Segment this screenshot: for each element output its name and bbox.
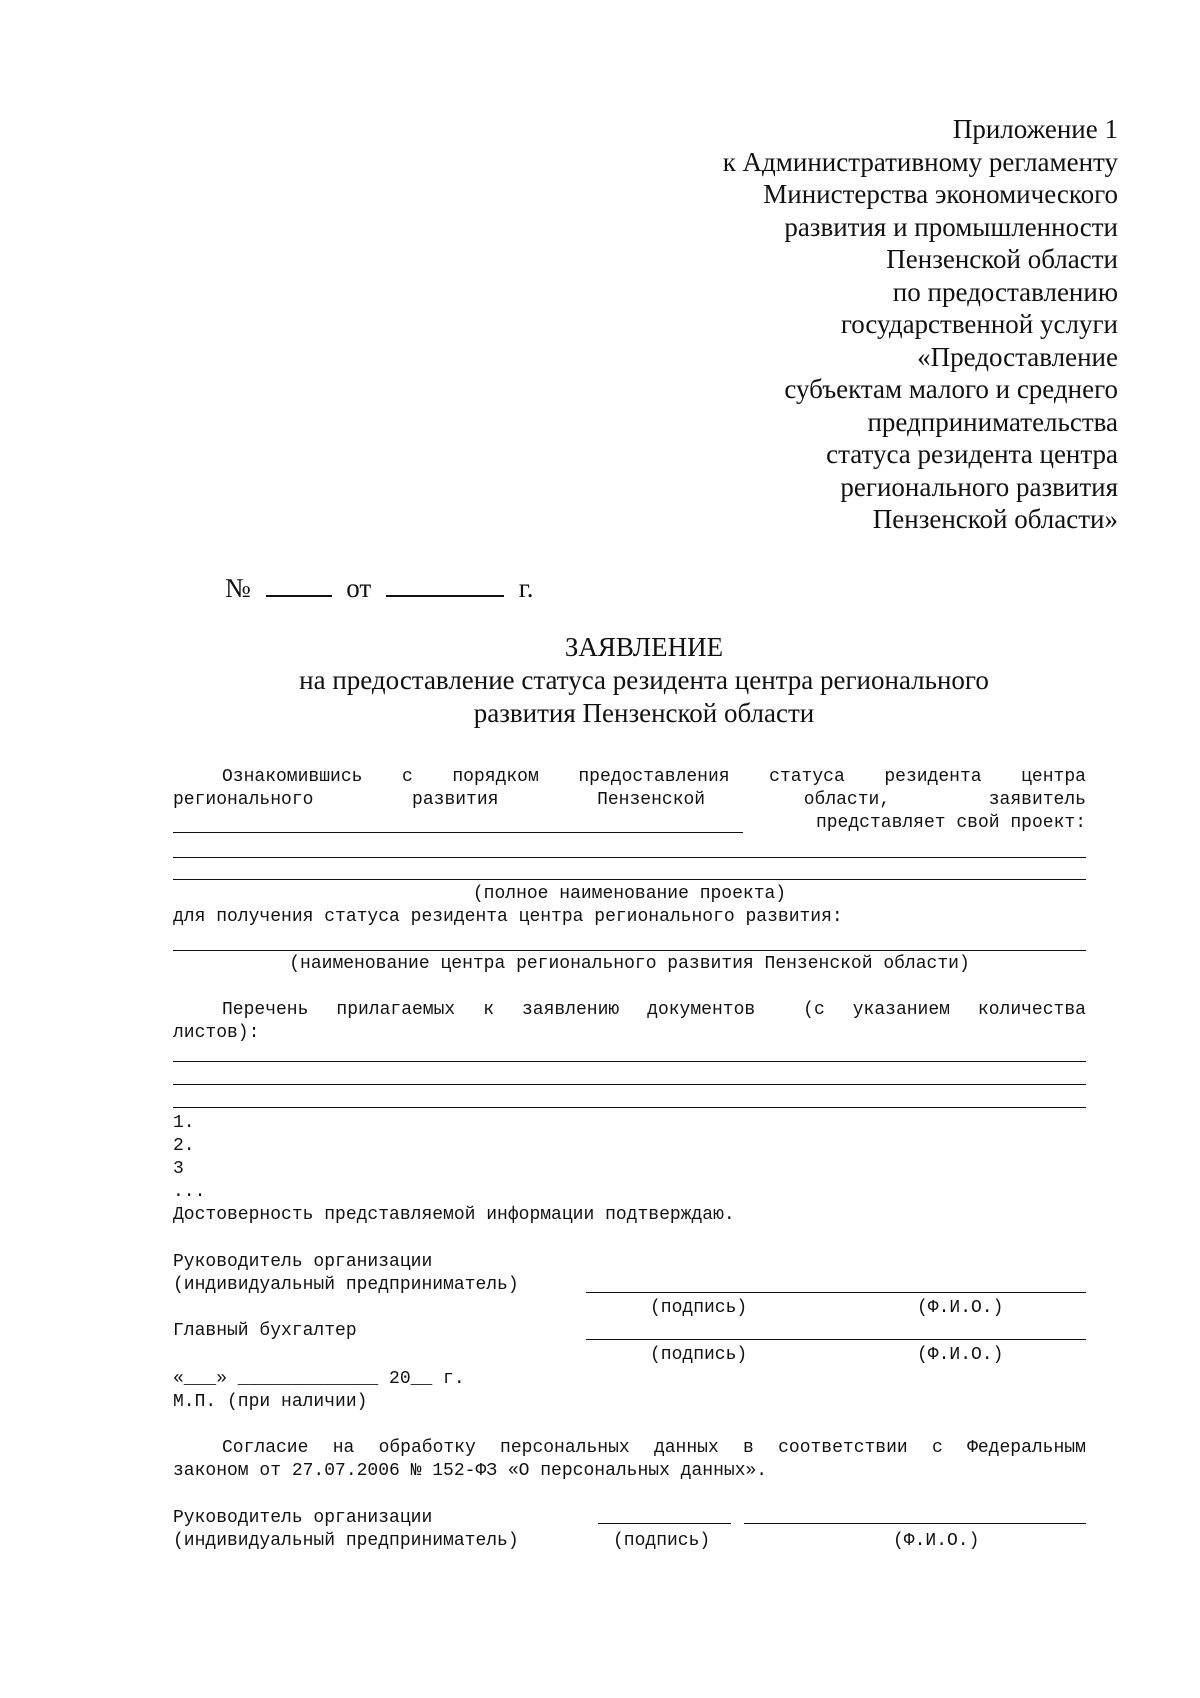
project-name-caption: (полное наименование проекта): [472, 884, 787, 904]
consent-word: данных: [653, 1438, 719, 1458]
appendix-line: государственной услуги: [840, 309, 1118, 339]
appendix-line: развития и промышленности: [784, 211, 1118, 242]
head2-fio-field[interactable]: [744, 1523, 1086, 1524]
appendix-line: Министерства экономического: [763, 179, 1118, 209]
docs-field-1[interactable]: [173, 1061, 1086, 1062]
number-sign: №: [225, 573, 251, 603]
signature-caption: (подпись): [650, 1345, 748, 1365]
intro-word: порядком: [452, 767, 539, 787]
docs-word: (с: [803, 1000, 825, 1020]
appendix-line: «Предоставление: [917, 341, 1118, 372]
intro-word: Ознакомившись: [222, 767, 363, 787]
list-item: ...: [173, 1182, 206, 1202]
docs-field-3[interactable]: [173, 1107, 1086, 1108]
center-name-caption: (наименование центра регионального развития Пензенской области): [289, 954, 970, 974]
docs-line-1: [222, 1000, 1086, 1020]
appendix-header: [518, 113, 1118, 536]
docs-word: документов: [647, 1000, 756, 1020]
intro-word: центра: [1021, 767, 1086, 787]
intro-line-3: представляет свой проект:: [815, 813, 1086, 833]
appendix-line: Приложение 1: [952, 114, 1118, 144]
consent-word: на: [332, 1438, 355, 1458]
stamp-note: М.П. (при наличии): [173, 1392, 368, 1412]
head-title-line2: (индивидуальный предприниматель): [173, 1275, 519, 1295]
document-number-line: [225, 573, 534, 604]
consent-word: обработку: [378, 1438, 476, 1458]
docs-word: прилагаемых: [336, 1000, 456, 1020]
docs-word: указанием: [852, 1000, 950, 1020]
consent-word: персональных: [500, 1438, 630, 1458]
intro-word: с: [402, 767, 413, 787]
appendix-line: по предоставлению: [892, 276, 1118, 307]
appendix-line: субъектам малого и среднего: [784, 374, 1118, 404]
document-subtitle-line2: развития Пензенской области: [473, 698, 815, 728]
consent-word: Согласие: [222, 1438, 309, 1458]
consent-line-1: [222, 1438, 1086, 1458]
appendix-line: регионального развития: [840, 471, 1118, 502]
document-subtitle-line1: на предоставление статуса резидента центра регионального: [299, 665, 989, 695]
head2-title-line1: Руководитель организации: [173, 1508, 433, 1528]
intro-line-2: [173, 790, 1086, 810]
date-blank[interactable]: [386, 573, 504, 597]
document-title: ЗАЯВЛЕНИЕ: [564, 632, 724, 662]
intro-word: предоставления: [578, 767, 730, 787]
head-signature-field[interactable]: [586, 1292, 1086, 1293]
intro-word: области,: [803, 790, 891, 810]
project-name-field-1[interactable]: [173, 857, 1086, 858]
docs-field-2[interactable]: [173, 1084, 1086, 1085]
applicant-name-field[interactable]: [173, 832, 743, 833]
center-name-field[interactable]: [173, 950, 1086, 951]
project-name-field-2[interactable]: [173, 879, 1086, 880]
docs-line-2: листов):: [173, 1023, 260, 1043]
head-title-line1: Руководитель организации: [173, 1252, 433, 1272]
consent-word: соответствии: [778, 1438, 908, 1458]
intro-word: статуса: [769, 767, 845, 787]
consent-word: с: [931, 1438, 943, 1458]
appendix-line: Пензенской области»: [872, 504, 1118, 534]
list-item: 2.: [173, 1136, 195, 1156]
intro-line-1: [222, 767, 1086, 787]
number-blank[interactable]: [266, 573, 332, 597]
list-item: 1.: [173, 1113, 195, 1133]
intro-word: резидента: [884, 767, 982, 787]
appendix-line: Пензенской области: [886, 244, 1118, 274]
accountant-signature-field[interactable]: [586, 1339, 1086, 1340]
appendix-line: к Административному регламенту: [722, 146, 1118, 177]
head2-signature-field[interactable]: [598, 1523, 731, 1524]
consent-line-2: законом от 27.07.2006 № 152-ФЗ «О персональных данных».: [173, 1461, 768, 1481]
year-suffix: г.: [518, 573, 534, 603]
for-status-text: для получения статуса резидента центра регионального развития:: [173, 907, 843, 927]
accountant-label: Главный бухгалтер: [173, 1321, 357, 1341]
appendix-line: статуса резидента центра: [826, 439, 1118, 469]
intro-word: регионального: [173, 790, 314, 810]
consent-word: в: [743, 1438, 754, 1458]
from-label: от: [346, 573, 372, 603]
signature-caption: (подпись): [613, 1531, 711, 1551]
intro-word: Пензенской: [597, 790, 706, 810]
fio-caption: (Ф.И.О.): [917, 1345, 1004, 1365]
docs-word: заявлению: [521, 1000, 620, 1020]
docs-word: Перечень: [222, 1000, 309, 1020]
appendix-line: предпринимательства: [867, 406, 1118, 437]
docs-word: количества: [977, 1000, 1086, 1020]
intro-word: заявитель: [988, 790, 1086, 810]
date-line[interactable]: «___» _____________ 20__ г.: [173, 1369, 465, 1389]
intro-word: развития: [412, 790, 499, 810]
confirmation-text: Достоверность представляемой информации подтверждаю.: [173, 1205, 735, 1225]
head2-title-line2: (индивидуальный предприниматель): [173, 1531, 519, 1551]
signature-caption: (подпись): [650, 1298, 748, 1318]
list-item: 3: [173, 1159, 184, 1179]
consent-word: Федеральным: [967, 1438, 1086, 1458]
docs-word: к: [483, 1000, 494, 1020]
fio-caption: (Ф.И.О.): [917, 1298, 1004, 1318]
fio-caption: (Ф.И.О.): [893, 1531, 980, 1551]
